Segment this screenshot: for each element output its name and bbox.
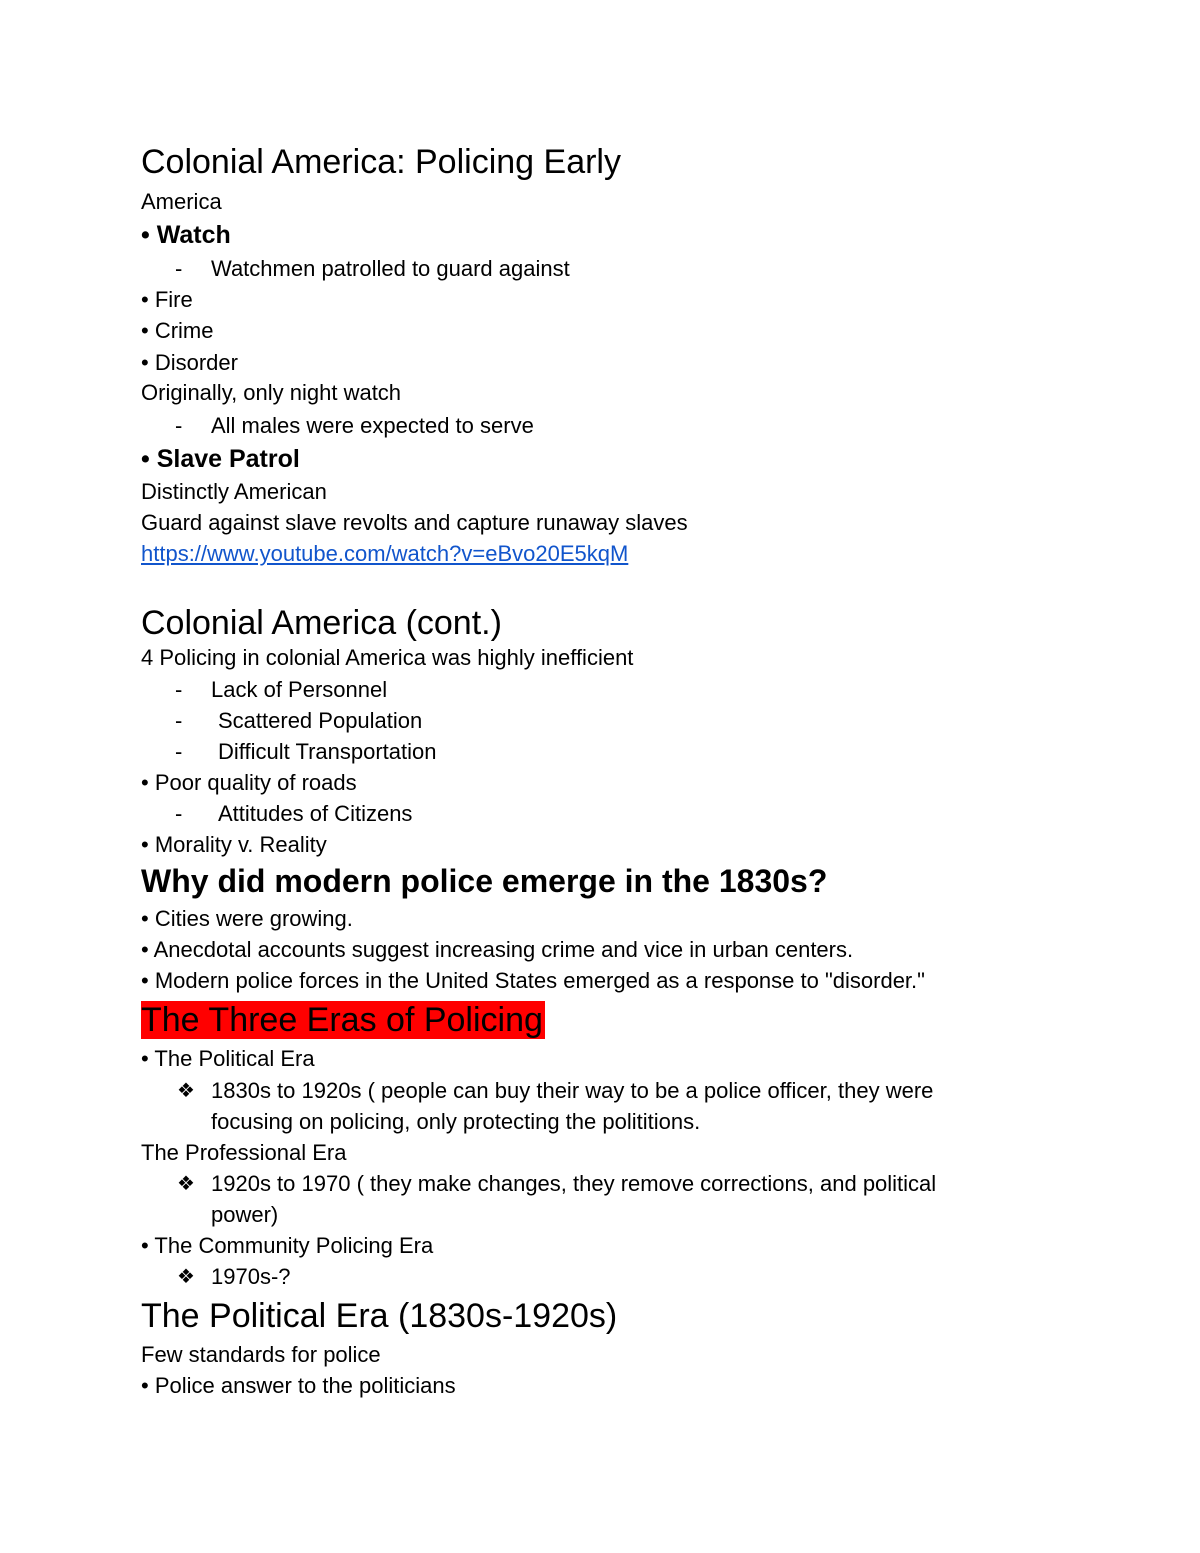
section-heading-three-eras xyxy=(141,1000,545,1040)
bullet-crime: • Crime xyxy=(141,318,214,343)
section-heading-colonial-america: Colonial America: Policing Early xyxy=(141,143,621,181)
bullet-cities-growing: • Cities were growing. xyxy=(141,906,353,931)
section-heading-continuation: America xyxy=(141,189,222,214)
text-distinctly-american: Distinctly American xyxy=(141,479,327,504)
text-guard-against: Guard against slave revolts and capture runaway slaves xyxy=(141,510,688,535)
diamond-bullet-icon: ❖ xyxy=(177,1266,195,1288)
bullet-modern-forces: • Modern police forces in the United States emerged as a response to "disorder." xyxy=(141,968,925,993)
dash-marker: - xyxy=(175,708,183,733)
dash-marker: - xyxy=(175,739,183,764)
bullet-watch: • Watch xyxy=(141,221,231,249)
professional-era-detail-line1: 1920s to 1970 ( they make changes, they remove corrections, and political xyxy=(211,1171,937,1196)
bullet-political-era: • The Political Era xyxy=(141,1046,315,1071)
sub-item-males-serve: All males were expected to serve xyxy=(211,413,534,438)
section-heading-modern-police: Why did modern police emerge in the 1830s? xyxy=(141,863,828,899)
dash-marker: - xyxy=(175,677,183,702)
diamond-bullet-icon: ❖ xyxy=(177,1173,195,1195)
highlighted-heading-text: The Three Eras of Policing xyxy=(141,1001,543,1039)
sub-item-difficult-transportation: Difficult Transportation xyxy=(218,739,437,764)
text-policing-inefficient: 4 Policing in colonial America was highly inefficient xyxy=(141,645,634,670)
section-heading-colonial-cont: Colonial America (cont.) xyxy=(141,604,502,642)
sub-item-watchmen: Watchmen patrolled to guard against xyxy=(211,256,570,281)
bullet-poor-roads: • Poor quality of roads xyxy=(141,770,357,795)
text-few-standards: Few standards for police xyxy=(141,1342,381,1367)
text-night-watch: Originally, only night watch xyxy=(141,380,402,405)
section-heading-political-era: The Political Era (1830s-1920s) xyxy=(141,1297,618,1335)
political-era-detail-line2: focusing on policing, only protecting the polititions. xyxy=(211,1109,701,1134)
sub-item-attitudes: Attitudes of Citizens xyxy=(218,801,413,826)
bullet-fire: • Fire xyxy=(141,287,193,312)
dash-marker: - xyxy=(175,413,183,438)
bullet-anecdotal: • Anecdotal accounts suggest increasing crime and vice in urban centers. xyxy=(141,937,854,962)
sub-item-scattered-population: Scattered Population xyxy=(218,708,423,733)
bullet-community-era: • The Community Policing Era xyxy=(141,1233,434,1258)
bullet-morality: • Morality v. Reality xyxy=(141,832,327,857)
diamond-bullet-icon: ❖ xyxy=(177,1080,195,1102)
dash-marker: - xyxy=(175,256,183,281)
youtube-link[interactable]: https://www.youtube.com/watch?v=eBvo20E5kqM xyxy=(141,541,629,566)
political-era-detail-line1: 1830s to 1920s ( people can buy their way to be a police officer, they were xyxy=(211,1078,934,1103)
professional-era-detail-line2: power) xyxy=(211,1202,279,1227)
dash-marker: - xyxy=(175,801,183,826)
community-era-detail: 1970s-? xyxy=(211,1264,291,1289)
bullet-disorder: • Disorder xyxy=(141,350,238,375)
text-professional-era: The Professional Era xyxy=(141,1140,347,1165)
sub-item-lack-personnel: Lack of Personnel xyxy=(211,677,388,702)
bullet-police-answer: • Police answer to the politicians xyxy=(141,1373,456,1398)
bullet-slave-patrol: • Slave Patrol xyxy=(141,445,300,473)
